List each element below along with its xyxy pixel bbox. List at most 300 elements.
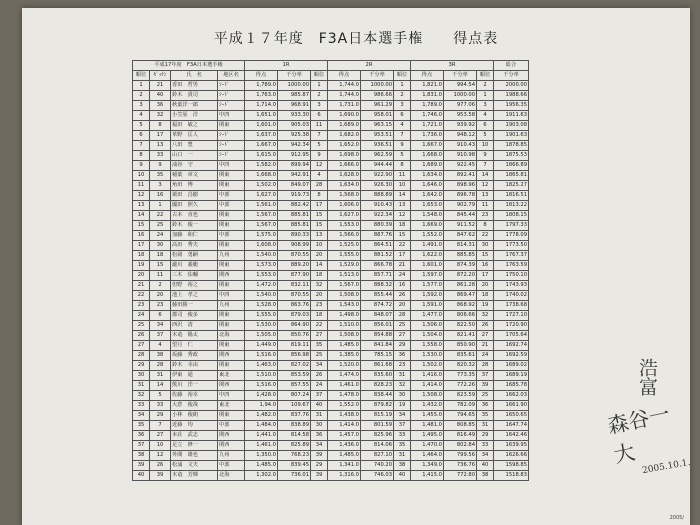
table-cell: 1,349.0 (411, 461, 444, 471)
table-cell: 890.33 (278, 231, 311, 241)
table-cell: 1911.63 (494, 111, 529, 121)
column-header: 順位 (133, 71, 150, 81)
table-cell: 827.10 (361, 451, 394, 461)
table-cell: 1,416.0 (411, 371, 444, 381)
table-cell: 4 (477, 111, 494, 121)
table-cell: 近藤 均 (171, 421, 218, 431)
table-cell: 911.52 (444, 221, 477, 231)
table-cell: ｼｰﾄﾞ (218, 101, 245, 111)
table-cell: 1,622.0 (411, 251, 444, 261)
table-cell: 1642.46 (494, 431, 529, 441)
table-row (133, 111, 529, 121)
table-cell: 1,478.0 (328, 391, 361, 401)
table-row (133, 271, 529, 281)
table-caption-row (133, 61, 529, 71)
table-row (133, 241, 529, 251)
table-cell: 東北 (218, 401, 245, 411)
table-cell: 1,634.0 (328, 181, 361, 191)
table-cell: 鈴木 俊一 (171, 221, 218, 231)
table-cell: 1,821.0 (411, 81, 444, 91)
table-cell: 926.30 (361, 181, 394, 191)
table-cell: 832.11 (278, 281, 311, 291)
table-cell: 13 (150, 141, 171, 151)
table-cell: 869.47 (444, 291, 477, 301)
table-cell: ｼｰﾄﾞ (218, 91, 245, 101)
table-cell: 1,508.0 (411, 391, 444, 401)
table-cell: 838.89 (278, 421, 311, 431)
table-cell: 31 (477, 421, 494, 431)
table-cell: 5 (150, 391, 171, 401)
table-cell: 24 (394, 271, 411, 281)
table-cell: 33 (150, 401, 171, 411)
table-cell: 23 (133, 301, 150, 311)
table-cell: 1,558.0 (411, 341, 444, 351)
table-cell: 西沢 清 (171, 321, 218, 331)
table-cell: 1,540.0 (245, 251, 278, 261)
table-cell: 31 (394, 451, 411, 461)
table-row (133, 281, 529, 291)
table-cell: 3 (311, 101, 328, 111)
table-cell: 6 (477, 121, 494, 131)
table-cell: 35 (133, 421, 150, 431)
table-cell: 11 (311, 121, 328, 131)
table-cell: 925.38 (278, 131, 311, 141)
table-row (133, 211, 529, 221)
table-cell: 1,441.0 (245, 431, 278, 441)
table-cell: 熊川 洋一 (171, 381, 218, 391)
table-cell: 1,520.0 (328, 361, 361, 371)
table-cell: 関東 (218, 261, 245, 271)
table-cell: 857.71 (361, 271, 394, 281)
table-cell: 888.89 (361, 191, 394, 201)
table-cell: 7 (133, 141, 150, 151)
table-cell: 835.60 (361, 371, 394, 381)
table-cell: 823.59 (444, 391, 477, 401)
table-cell: 中部 (218, 201, 245, 211)
table-row (133, 91, 529, 101)
handwritten-note: 浩富 (636, 358, 658, 396)
table-cell: 1720.90 (494, 321, 529, 331)
table-cell: 37 (477, 371, 494, 381)
table-cell: 1,667.0 (245, 141, 278, 151)
table-cell: 5 (133, 121, 150, 131)
table-cell: 874.39 (444, 261, 477, 271)
table-cell: 1,642.0 (411, 191, 444, 201)
table-cell: 1,552.0 (411, 231, 444, 241)
table-cell: 36 (311, 431, 328, 441)
table-row (133, 371, 529, 381)
table-cell: 806.66 (444, 311, 477, 321)
table-row (133, 141, 529, 151)
column-header: 得点 (245, 71, 278, 81)
table-cell: 1778.09 (494, 231, 529, 241)
table-cell: 10 (477, 141, 494, 151)
table-cell: 30 (311, 421, 328, 431)
table-cell: 1,463.0 (245, 361, 278, 371)
table-cell: 773.35 (444, 371, 477, 381)
table-cell: 1,746.0 (411, 111, 444, 121)
table-cell: 加藤 和仁 (171, 231, 218, 241)
table-cell: 古本 直也 (171, 211, 218, 221)
table-cell: 1639.95 (494, 441, 529, 451)
table-row (133, 311, 529, 321)
table-cell: 814.06 (361, 441, 394, 451)
table-row (133, 441, 529, 451)
table-cell: 1750.10 (494, 271, 529, 281)
table-cell: 北海 (218, 331, 245, 341)
table-cell: 1738.68 (494, 301, 529, 311)
table-cell: 4 (150, 341, 171, 351)
table-cell: 1685.78 (494, 381, 529, 391)
table-cell: 36 (394, 351, 411, 361)
table-cell: 27 (477, 331, 494, 341)
table-cell: 24 (150, 231, 171, 241)
table-cell: 4 (311, 171, 328, 181)
table-cell: 1,606.0 (328, 201, 361, 211)
table-cell: 37 (311, 391, 328, 401)
table-cell: 839.45 (278, 461, 311, 471)
table-cell: 8 (477, 221, 494, 231)
table-cell: 36 (477, 401, 494, 411)
table-row (133, 291, 529, 301)
table-cell: 但野 裕之 (171, 281, 218, 291)
table-cell: 17 (311, 201, 328, 211)
table-cell: 25 (477, 391, 494, 401)
table-cell: 986.66 (361, 91, 394, 101)
table-cell: 関東 (218, 241, 245, 251)
table-cell: 37 (394, 421, 411, 431)
table-cell: 1,689.0 (411, 161, 444, 171)
table-cell: 1,414.0 (328, 421, 361, 431)
table-cell: 1903.08 (494, 121, 529, 131)
table-cell: 17 (133, 241, 150, 251)
table-cell: 1727.10 (494, 311, 529, 321)
table-cell: 18 (394, 221, 411, 231)
table-cell: 1661.90 (494, 401, 529, 411)
table-cell: 825.96 (361, 431, 394, 441)
table-row (133, 471, 529, 481)
table-cell: 望月 仁 (171, 341, 218, 351)
table-cell: 38 (150, 351, 171, 361)
table-cell: 856.98 (278, 351, 311, 361)
table-row (133, 431, 529, 441)
table-cell: 25 (394, 321, 411, 331)
table-cell: 3 (394, 101, 411, 111)
table-cell: 18 (133, 251, 150, 261)
table-cell: 中四 (218, 291, 245, 301)
table-cell: 772.26 (444, 381, 477, 391)
table-cell: 1626.66 (494, 451, 529, 461)
table-cell: 896.78 (444, 191, 477, 201)
table-cell: 1740.02 (494, 291, 529, 301)
table-cell: 801.59 (361, 421, 394, 431)
table-cell: 15 (477, 251, 494, 261)
table-cell: 31 (311, 411, 328, 421)
table-cell: 1,502.0 (411, 361, 444, 371)
table-cell: 870.55 (278, 251, 311, 261)
table-cell: 2000.00 (494, 81, 529, 91)
table-cell: 1,302.0 (245, 471, 278, 481)
table-cell: 1,689.0 (328, 121, 361, 131)
table-cell: 九州 (218, 451, 245, 461)
table-cell: 1,744.0 (328, 91, 361, 101)
table-cell: 1808.15 (494, 211, 529, 221)
table-cell: 22 (150, 211, 171, 221)
table-row (133, 451, 529, 461)
table-cell: 35 (394, 441, 411, 451)
table-cell: 882.42 (278, 201, 311, 211)
column-header: 千分率 (278, 71, 311, 81)
table-cell: 30 (477, 241, 494, 251)
table-cell: 37 (150, 331, 171, 341)
table-cell: 1,481.0 (411, 421, 444, 431)
table-cell: 中部 (218, 461, 245, 471)
column-header: 得点 (411, 71, 444, 81)
table-cell: 1743.93 (494, 281, 529, 291)
table-cell: 845.44 (444, 211, 477, 221)
table-cell: 24 (477, 351, 494, 361)
table-cell: 1,627.0 (328, 211, 361, 221)
table-cell: 794.65 (444, 411, 477, 421)
table-cell: 35 (311, 341, 328, 351)
table-cell: 1,516.0 (245, 381, 278, 391)
table-cell: 1598.85 (494, 461, 529, 471)
table-cell: 39 (150, 471, 171, 481)
table-cell: 23 (394, 361, 411, 371)
table-cell: 994.54 (444, 81, 477, 91)
table-cell: 1,789.0 (411, 101, 444, 111)
table-cell: 松浦 文夫 (171, 461, 218, 471)
table-cell: 1,502.0 (245, 181, 278, 191)
table-cell: 21 (150, 81, 171, 91)
table-cell: 847.62 (444, 231, 477, 241)
table-cell: 1,608.0 (245, 241, 278, 251)
table-cell: 22 (133, 291, 150, 301)
table-cell: 821.41 (444, 331, 477, 341)
table-cell: 1,528.0 (245, 301, 278, 311)
table-cell: 1901.63 (494, 131, 529, 141)
table-cell: 1689.02 (494, 361, 529, 371)
table-cell: 944.44 (361, 161, 394, 171)
table-cell: 939.92 (444, 121, 477, 131)
table-cell: 850.76 (278, 331, 311, 341)
table-cell: 40 (150, 91, 171, 101)
table-cell: 9 (133, 161, 150, 171)
column-header-row (133, 71, 529, 81)
table-row (133, 351, 529, 361)
table-cell: 23 (311, 301, 328, 311)
table-cell: 1,482.0 (245, 411, 278, 421)
table-cell: 961.29 (361, 101, 394, 111)
table-cell: 31 (133, 381, 150, 391)
table-cell: 828.23 (361, 381, 394, 391)
table-cell: 4 (394, 121, 411, 131)
table-cell: 977.06 (444, 101, 477, 111)
table-cell: 12 (311, 161, 328, 171)
table-cell: 1,510.0 (328, 321, 361, 331)
table-row (133, 121, 529, 131)
table-cell: 1875.53 (494, 151, 529, 161)
table-cell: 1,461.0 (328, 381, 361, 391)
table-cell: 小林 俊朗 (171, 411, 218, 421)
table-cell: 1813.22 (494, 201, 529, 211)
table-cell: 819.11 (278, 341, 311, 351)
table-cell: 1825.27 (494, 181, 529, 191)
table-cell: 1,316.0 (328, 471, 361, 481)
table-cell: 関西 (218, 381, 245, 391)
table-cell: 1662.03 (494, 391, 529, 401)
table-cell: 1,436.0 (328, 441, 361, 451)
table-cell: 15 (311, 211, 328, 221)
table-cell: 825.89 (278, 441, 311, 451)
table-cell: 中部 (218, 231, 245, 241)
table-cell: 1,567.0 (328, 281, 361, 291)
table-cell: 1,667.0 (411, 141, 444, 151)
table-cell: 38 (394, 461, 411, 471)
table-cell: 20 (311, 291, 328, 301)
group-2r: 2R (328, 61, 411, 71)
table-cell: 881.52 (361, 251, 394, 261)
table-cell: 29 (311, 461, 328, 471)
table-cell: 1,455.0 (411, 411, 444, 421)
table-cell: 799.56 (444, 451, 477, 461)
table-cell: 905.03 (278, 121, 311, 131)
table-cell: 八田 豊 (171, 141, 218, 151)
table-cell: 中部 (218, 191, 245, 201)
table-cell: 854.88 (361, 331, 394, 341)
table-cell: 高田 秀夫 (171, 241, 218, 251)
table-cell: 14 (477, 171, 494, 181)
table-cell: 885.81 (278, 211, 311, 221)
table-cell: 坂藤 秀政 (171, 351, 218, 361)
table-cell: 874.72 (361, 301, 394, 311)
table-cell: 5 (477, 131, 494, 141)
table-cell: 28 (394, 311, 411, 321)
table-cell: 849.07 (278, 181, 311, 191)
table-cell: 1,744.0 (328, 81, 361, 91)
table-cell: 中四 (218, 111, 245, 121)
column-header: 得点 (328, 71, 361, 81)
table-cell: 21 (133, 281, 150, 291)
table-cell: 関東 (218, 311, 245, 321)
table-cell: 898.96 (444, 181, 477, 191)
table-cell: 関東 (218, 121, 245, 131)
table-cell: 942.34 (278, 141, 311, 151)
table-cell: 29 (477, 431, 494, 441)
table-cell: 33 (133, 401, 150, 411)
table-cell: 33 (150, 151, 171, 161)
table-row (133, 341, 529, 351)
table-cell: 864.51 (361, 241, 394, 251)
table-cell: 2 (477, 81, 494, 91)
table-cell: 1,525.0 (328, 241, 361, 251)
table-cell: 8 (394, 161, 411, 171)
table-cell: 34 (311, 441, 328, 451)
table-cell: 33 (477, 441, 494, 451)
table-cell: 879.03 (278, 311, 311, 321)
table-cell: 革野 匡人 (171, 131, 218, 141)
table-cell: 27 (150, 431, 171, 441)
table-cell: 1,350.0 (245, 451, 278, 461)
table-cell: 1,555.0 (328, 251, 361, 261)
table-cell: ｼｰﾄﾞ (218, 151, 245, 161)
table-cell: 922.34 (361, 211, 394, 221)
table-cell: 1,516.0 (245, 351, 278, 361)
table-cell: 866.78 (361, 261, 394, 271)
table-cell: 2 (394, 91, 411, 101)
table-cell: 861.68 (361, 361, 394, 371)
table-cell: 7 (394, 131, 411, 141)
table-cell: 8 (311, 191, 328, 201)
table-cell: 関東 (218, 181, 245, 191)
table-cell: 962.59 (361, 151, 394, 161)
table-cell: 910.43 (361, 201, 394, 211)
table-cell: 1,505.0 (245, 331, 278, 341)
table-caption: 平成17年度 F3A日本選手権 (133, 61, 245, 71)
table-cell: 13 (133, 201, 150, 211)
table-cell: 856.01 (361, 321, 394, 331)
table-cell: 816.49 (444, 431, 477, 441)
table-cell: 1,634.0 (411, 171, 444, 181)
table-cell: 1,646.0 (411, 181, 444, 191)
table-cell: 香田 哲男 (171, 81, 218, 91)
table-cell: 1,432.0 (411, 401, 444, 411)
table-cell: 17 (394, 251, 411, 261)
table-cell: 足立 修一 (171, 441, 218, 451)
table-cell: 11 (477, 201, 494, 211)
table-cell: 1 (150, 201, 171, 211)
table-row (133, 181, 529, 191)
table-cell: 関西 (218, 431, 245, 441)
table-cell: 23 (150, 301, 171, 311)
table-cell: 1,461.0 (245, 441, 278, 451)
table-cell: 1,485.0 (245, 461, 278, 471)
table-cell: 1,637.0 (245, 131, 278, 141)
table-row (133, 331, 529, 341)
table-cell: 山口 一 (171, 151, 218, 161)
table-cell: 1,472.0 (245, 281, 278, 291)
table-cell: 関西 (218, 441, 245, 451)
table-cell: 772.80 (444, 471, 477, 481)
table-cell: 1 (133, 81, 150, 91)
table-cell: 1878.85 (494, 141, 529, 151)
table-cell: 1,714.0 (245, 101, 278, 111)
table-cell: 11 (394, 171, 411, 181)
table-row (133, 81, 529, 91)
table-cell: 38 (133, 451, 150, 461)
table-cell: 東北 (218, 371, 245, 381)
table-cell: 21 (477, 341, 494, 351)
handwritten-date: 2005.10.1. (641, 457, 692, 477)
table-cell: 1692.74 (494, 341, 529, 351)
table-cell: 瀧川 義範 (171, 261, 218, 271)
table-cell: 13 (394, 201, 411, 211)
table-cell: 18 (311, 311, 328, 321)
table-cell: 1 (311, 81, 328, 91)
table-cell: 28 (150, 361, 171, 371)
table-cell: 868.92 (444, 301, 477, 311)
table-cell: 関西 (218, 351, 245, 361)
table-cell: 1,485.0 (328, 451, 361, 461)
column-header: 順位 (311, 71, 328, 81)
table-cell: 1 (477, 91, 494, 101)
group-1r: 1R (245, 61, 328, 71)
table-cell: 1,477.0 (411, 311, 444, 321)
table-cell: 22 (477, 231, 494, 241)
table-cell: 栗田 昌樹 (171, 191, 218, 201)
table-cell: 948.12 (444, 131, 477, 141)
table-cell: 3 (150, 181, 171, 191)
